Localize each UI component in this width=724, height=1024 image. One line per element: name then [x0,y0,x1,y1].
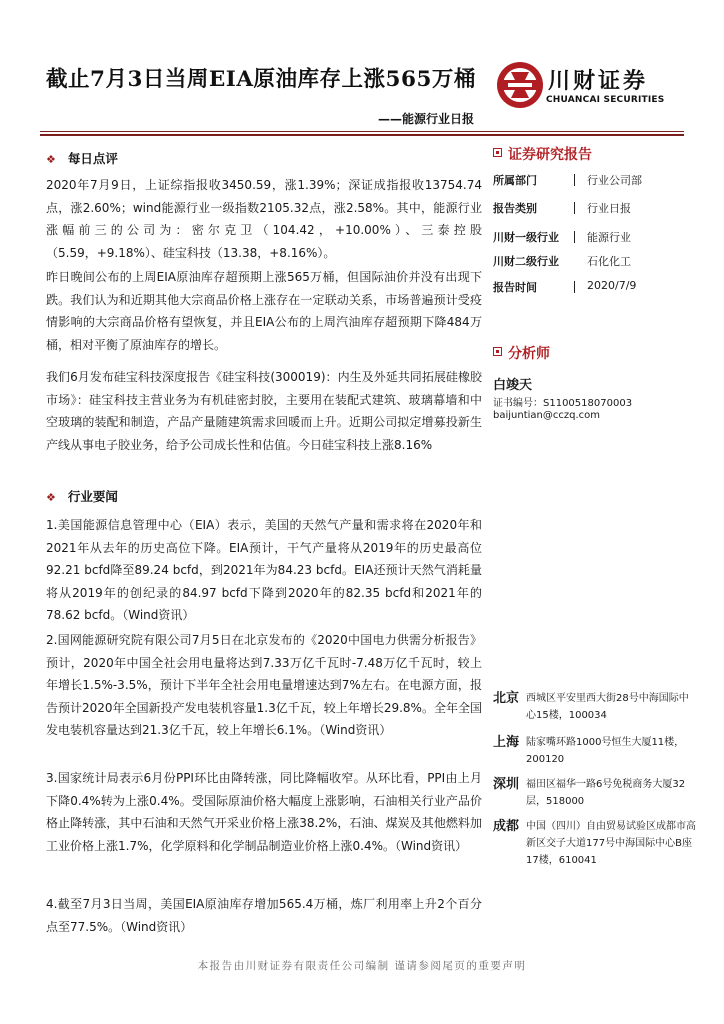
info-row-report-date: 报告时间 2020/7/9 [493,279,637,294]
office-address-beijing: 西城区平安里西大街28号中海国际中心15楼，100034 [526,693,689,721]
report-subtitle: ——能源行业日报 [378,112,475,126]
news-item-2: 2.国网能源研究院有限公司7月5日在北京发布的《2020中国电力供需分析报告》预计，2020年中国全社会用电量将达到7.33万亿千瓦时-7.48万亿千瓦时，较上年增长1.5%-3.5%，预计下半年全社会用电量增速达到7%左右。在电源方面，报告预计2020年全国新投产发电装机容量1.3亿千瓦，较上年增长29.8%。全年全国发电装机容量达到21.3亿千瓦，较上年增长6.1%。（Wind资讯） [46,633,482,738]
office-city-chengdu: 成都 [493,819,520,834]
office-city-shanghai: 上海 [493,735,520,750]
daily-review-paragraph-1: 2020年7月9日，上证综指报收3450.59，涨1.39%；深证成指报收13754.74点，涨2.60%；wind能源行业一级指数2105.32点，涨2.58%。其中，能源行业涨幅前三的公司为：密尔克卫（104.42，+10.00%）、三泰控股（5.59，+9.18%）、硅宝科技（13.38，+8.16%）。 [46,178,482,260]
logo-text-cn: 川财证券 [548,69,649,94]
office-address-shenzhen: 福田区福华一路6号免税商务大厦32层，518000 [526,779,686,807]
research-report-heading: 证券研究报告 [493,144,592,164]
page-footer-disclaimer: 本报告由川财证券有限责任公司编制 谨请参阅尾页的重要声明 [197,960,527,972]
news-item-4: 4.截至7月3日当周，美国EIA原油库存增加565.4万桶，炼厂利用率上升2个百分点至77.5%。（Wind资讯） [46,897,482,934]
daily-review-paragraph-3: 我们6月发布硅宝科技深度报告《硅宝科技(300019)：内生及外延共同拓展硅橡胶市场》：硅宝科技主营业务为有机硅密封胶，主要用在装配式建筑、玻璃幕墙和中空玻璃的装配和制造，产品产量随建筑需求回暖而上升。近期公司拟定增募投新生产线从事电子胶业务，给予公司成长性和估值。今日硅宝科技上涨8.16% [46,370,482,452]
daily-review-paragraph-2: 昨日晚间公布的上周EIA原油库存超预期上涨565万桶，但国际油价并没有出现下跌。我们认为和近期其他大宗商品价格上涨存在一定联动关系，市场普遍预计受疫情影响的大宗商品价格有望恢复，并且EIA公布的上周汽油库存超预期下降484万桶，相对平衡了原油库存的增长。 [46,270,482,352]
analyst-email[interactable]: baijuntian@cczq.com [493,410,601,421]
info-row-level1-industry: 川财一级行业 能源行业 [493,231,631,244]
office-address-shanghai: 陆家嘴环路1000号恒生大厦11楼，200120 [526,737,685,765]
diamond-bullet-icon: ❖ [46,153,56,166]
info-row-department: 所属部门 行业公司部 [493,174,642,187]
analyst-cert: 证书编号：S1100518070003 [493,398,633,409]
header-divider-thick [40,134,684,136]
office-city-beijing: 北京 [493,691,520,706]
logo-text-en: CHUANCAI SECURITIES [546,95,665,105]
analyst-heading: 分析师 [493,343,550,363]
info-row-report-type: 报告类别 行业日报 [493,202,631,215]
industry-news-heading: ❖ 行业要闻 [46,489,118,504]
diamond-bullet-icon: ❖ [46,491,56,504]
news-item-3: 3.国家统计局表示6月份PPI环比由降转涨，同比降幅收窄。从环比看，PPI由上月下降0.4%转为上涨0.4%。受国际原油价格大幅度上涨影响，石油相关行业产品价格止降转涨，其中石油和天然气开采业价格上涨38.2%，石油、煤炭及其他燃料加工业价格上涨1.7%，化学原料和化学制品制造业价格上涨0.4%。（Wind资讯） [46,771,482,853]
daily-review-heading: ❖ 每日点评 [46,151,118,166]
header-divider [40,131,684,132]
square-bullet-icon [493,148,502,157]
analyst-name: 白竣天 [493,378,533,393]
office-city-shenzhen: 深圳 [493,777,520,792]
chuancai-logo-icon [495,60,545,110]
office-address-chengdu: 中国（四川）自由贸易试验区成都市高新区交子大道177号中海国际中心B座17楼，610041 [526,821,696,866]
square-bullet-icon [493,347,502,356]
info-row-level2-industry: 川财二级行业 石化化工 [493,255,631,268]
news-item-1: 1.美国能源信息管理中心（EIA）表示，美国的天然气产量和需求将在2020年和2021年从去年的历史高位下降。EIA预计，干气产量将从2019年的历史最高位92.21 bcfd降至89.24 bcfd，到2021年为84.23 bcfd。EIA还预计天然气消耗量将从2019年的创纪录的84.97 bcfd下降到2020年的82.35 bcfd和2021年的78.62 bcfd。（Wind资讯） [46,518,482,623]
page-title: 截止7月3日当周EIA原油库存上涨565万桶 [46,67,476,92]
